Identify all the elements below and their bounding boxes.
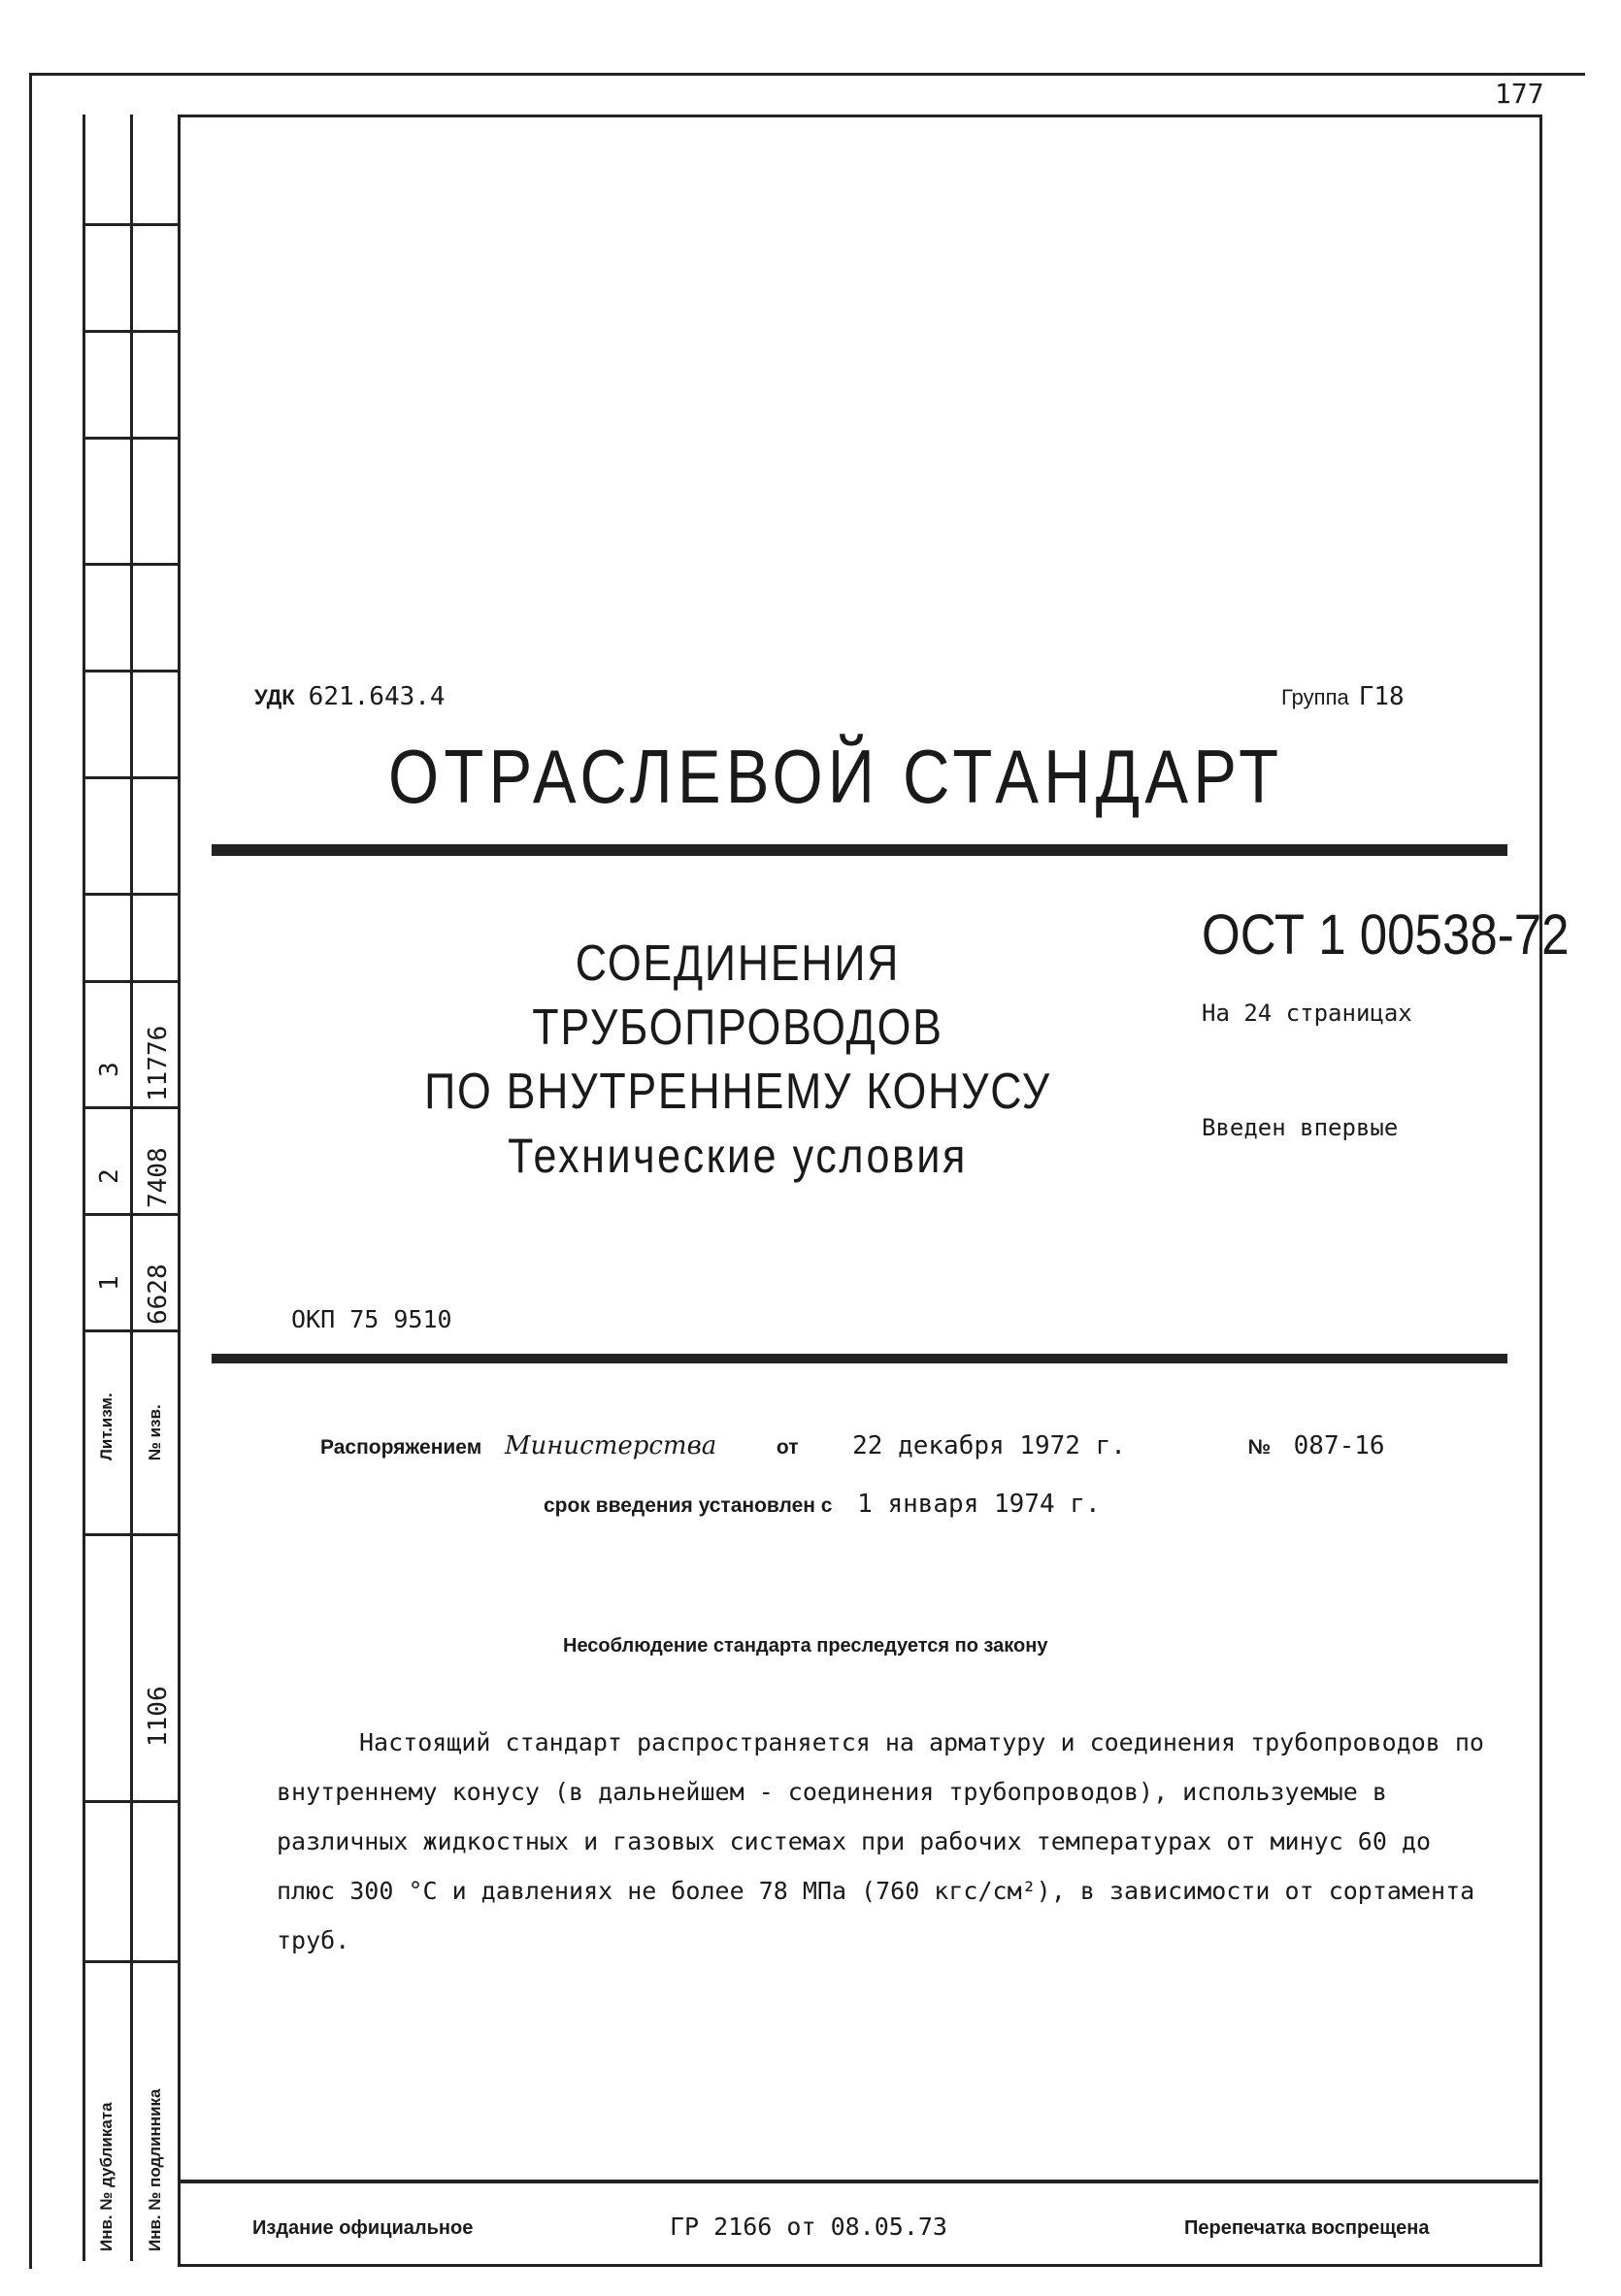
legal-warning: Несоблюдение стандарта преследуется по закону [563, 1635, 1048, 1656]
order-from-label: от [776, 1436, 799, 1459]
body-paragraph: Настоящий стандарт распространяется на арматуру и соединения трубопроводов по внутреннему конусу (в дальнейшем - соединения трубопроводов), используемые в различных жидкостных и газовых системах при рабочих температурах от минус 60 до плюс 300 °С и давлениях не более 78 МПа (760 кгс/см²), в зависимости от сортамента труб. [277, 1728, 1484, 1954]
group-label: Группа [1281, 685, 1349, 709]
order-line [320, 1431, 1385, 1460]
footer-rule [178, 2180, 1538, 2183]
udk-value: 621.643.4 [308, 682, 446, 711]
term-line [544, 1490, 1101, 1519]
udk [254, 682, 446, 711]
margin-change-3: 3 [95, 1062, 124, 1077]
margin-change-label: Лит.изм. [97, 1393, 116, 1460]
margin-notice-label: № изв. [146, 1404, 164, 1460]
title-rule [212, 844, 1507, 856]
ost-number: ОСТ 1 00538-72 [1202, 903, 1570, 967]
footer-edition: Издание официальное [252, 2217, 474, 2239]
margin-notice-2: 7408 [144, 1147, 173, 1208]
main-title: ОТРАСЛЕВОЙ СТАНДАРТ [388, 734, 1284, 819]
footer-reprint: Перепечатка воспрещена [1184, 2217, 1430, 2239]
order-authority: Министерства [504, 1431, 717, 1460]
margin-notice-3: 11776 [144, 1025, 173, 1101]
doc-title-line-1: СОЕДИНЕНИЯ ТРУБОПРОВОДОВ [532, 935, 943, 1056]
doc-title-line-2: ПО ВНУТРЕННЕМУ КОНУСУ [424, 1064, 1051, 1120]
group-value: Г18 [1358, 682, 1405, 711]
group [1281, 682, 1405, 711]
footer-registration: ГР 2166 от 08.05.73 [670, 2213, 947, 2241]
margin-change-1: 1 [95, 1275, 124, 1291]
page-number: 177 [1495, 78, 1544, 110]
margin-change-2: 2 [95, 1168, 124, 1184]
order-date: 22 декабря 1972 г. [852, 1431, 1126, 1460]
okp-rule [212, 1354, 1507, 1363]
order-number: 087-16 [1293, 1431, 1385, 1460]
term-label: срок введения установлен с [544, 1494, 833, 1517]
body-text [277, 1718, 1490, 1965]
term-date: 1 января 1974 г. [857, 1490, 1101, 1519]
margin-notice-1: 6628 [144, 1263, 173, 1325]
order-label: Распоряжением [320, 1436, 482, 1459]
udk-label: УДК [254, 685, 295, 709]
order-number-label: № [1247, 1436, 1271, 1459]
doc-title [349, 932, 1126, 1188]
doc-title-line-3: Технические условия [508, 1129, 968, 1183]
margin-dup-label: Инв. № дубликата [97, 2102, 116, 2251]
margin-orig-label: Инв. № подлинника [146, 2088, 164, 2251]
margin-orig-value: 1106 [144, 1686, 173, 1747]
introduced-note: Введен впервые [1202, 1114, 1399, 1141]
okp-code: ОКП 75 9510 [291, 1305, 452, 1333]
pages-info: На 24 страницах [1202, 1000, 1412, 1027]
